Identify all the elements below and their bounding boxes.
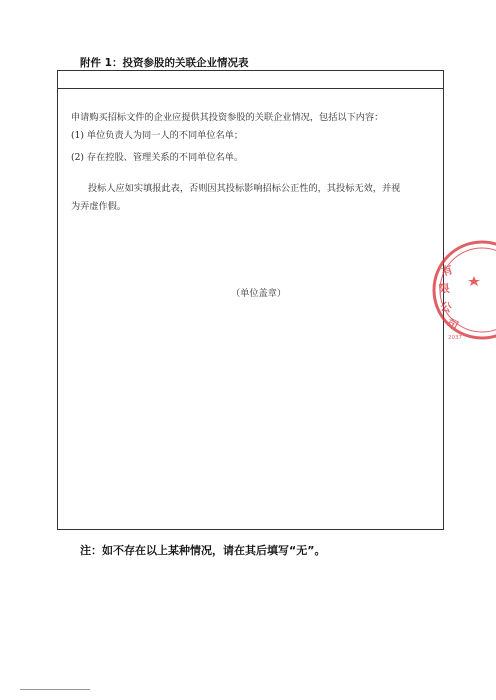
warning-text-continued: 为弄虚作假。 — [71, 201, 127, 212]
svg-text:公: 公 — [439, 300, 453, 315]
footnote: 注：如不存在以上某种情况，请在其后填写“无”。 — [80, 544, 326, 557]
page-title: 附件 1：投资参股的关联企业情况表 — [80, 57, 249, 69]
warning-text: 投标人应如实填报此表，否则因其投标影响招标公正性的，其投标无效，并视 — [88, 183, 401, 194]
intro-text: 申请购买招标文件的企业应提供其投资参股的关联企业情况，包括以下内容： — [71, 112, 384, 123]
form-frame — [57, 70, 444, 530]
svg-text:限: 限 — [438, 282, 451, 296]
seal-label: （单位盖章） — [231, 288, 287, 299]
header-divider — [58, 88, 443, 89]
list-item: (1) 单位负责人为同一人的不同单位名单； — [71, 130, 244, 141]
seal-star-icon — [468, 276, 480, 286]
seal-number: 2037 — [448, 335, 462, 341]
page-edge-line — [20, 689, 90, 690]
svg-text:司: 司 — [444, 316, 461, 333]
list-item: (2) 存在控股、管理关系的不同单位名单。 — [71, 152, 244, 163]
svg-text:有: 有 — [439, 263, 455, 279]
company-seal — [412, 238, 496, 342]
